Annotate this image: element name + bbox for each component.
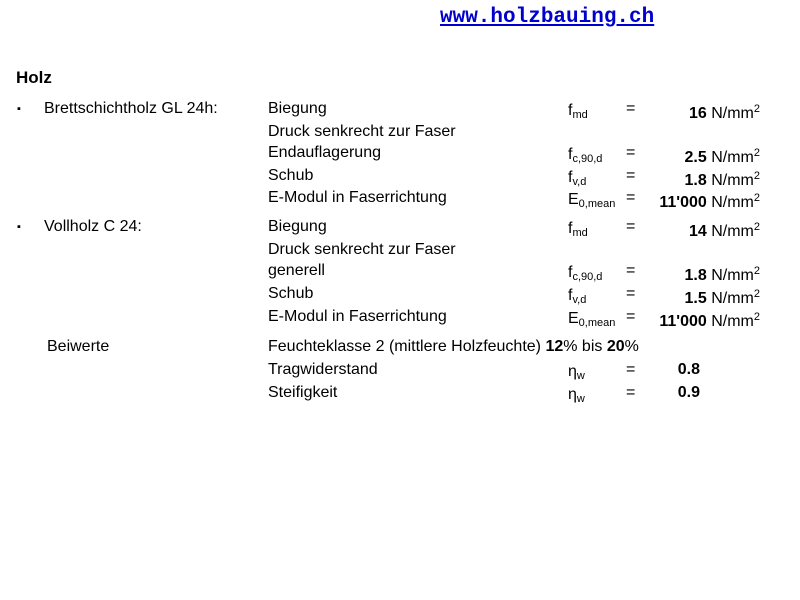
- value-exponent: 2: [753, 103, 760, 115]
- equals-sign: =: [626, 189, 636, 206]
- value-exponent: 2: [753, 147, 760, 159]
- bullet-icon: ▪: [17, 221, 21, 233]
- value-number: 1.5: [684, 290, 707, 307]
- symbol-base: f: [568, 287, 573, 304]
- value-number: 0.9: [677, 384, 700, 401]
- value-unit: N/mm: [711, 267, 754, 284]
- symbol-base: E: [568, 310, 579, 327]
- value-unit: N/mm: [711, 313, 754, 330]
- property-label: E-Modul in Faserrichtung: [268, 308, 447, 325]
- symbol: [568, 309, 615, 333]
- value-number: 11'000: [659, 313, 707, 330]
- value-exponent: 2: [753, 170, 760, 182]
- percent-sign: %: [624, 338, 639, 355]
- property-label: generell: [268, 262, 325, 279]
- value-unit: N/mm: [711, 149, 754, 166]
- property-label: Schub: [268, 167, 314, 184]
- symbol-subscript: v,d: [572, 176, 587, 188]
- value: [580, 360, 700, 380]
- symbol-subscript: md: [572, 109, 588, 121]
- symbol-subscript: md: [572, 227, 588, 239]
- symbol-subscript: w: [576, 370, 585, 382]
- feuchteklasse-text: Feuchteklasse 2 (mittlere Holzfeuchte): [268, 338, 541, 355]
- property-label: E-Modul in Faserrichtung: [268, 189, 447, 206]
- percent-sign: %: [563, 338, 578, 355]
- value: [640, 99, 760, 124]
- equals-sign: =: [626, 308, 636, 325]
- equals-sign: =: [626, 262, 636, 279]
- value-unit: N/mm: [711, 223, 754, 240]
- equals-sign: =: [626, 285, 636, 302]
- equals-sign: =: [626, 144, 636, 161]
- symbol: [568, 101, 588, 125]
- value: [640, 284, 760, 309]
- value-number: 1.8: [684, 172, 707, 189]
- symbol-base: f: [568, 264, 573, 281]
- symbol: [568, 219, 588, 243]
- value: [640, 188, 760, 213]
- property-label: Schub: [268, 285, 314, 302]
- value-exponent: 2: [753, 192, 760, 204]
- value-number: 2.5: [684, 149, 707, 166]
- value: [640, 143, 760, 168]
- website-link[interactable]: www.holzbauing.ch: [440, 6, 655, 29]
- symbol-base: f: [568, 102, 573, 119]
- value-number: 14: [688, 223, 707, 240]
- property-label: Biegung: [268, 100, 327, 117]
- value-number: 11'000: [659, 194, 707, 211]
- value-exponent: 2: [753, 221, 760, 233]
- symbol-base: η: [568, 386, 577, 403]
- value-exponent: 2: [753, 311, 760, 323]
- property-label: Druck senkrecht zur Faser: [268, 241, 456, 258]
- value-unit: N/mm: [711, 105, 754, 122]
- value-number: 16: [688, 105, 707, 122]
- equals-sign: =: [626, 384, 636, 401]
- group-label-vollholz: Vollholz C 24:: [44, 218, 142, 235]
- symbol: [568, 263, 602, 287]
- value: [640, 261, 760, 286]
- value-exponent: 2: [753, 288, 760, 300]
- property-label: Endauflagerung: [268, 144, 381, 161]
- property-label: Tragwiderstand: [268, 361, 378, 378]
- symbol-base: f: [568, 169, 573, 186]
- symbol: [568, 286, 586, 310]
- value-unit: N/mm: [711, 290, 754, 307]
- property-label: Druck senkrecht zur Faser: [268, 123, 456, 140]
- equals-sign: =: [626, 218, 636, 235]
- moisture-to: 20: [606, 338, 625, 355]
- value-unit: N/mm: [711, 172, 754, 189]
- symbol-base: E: [568, 191, 579, 208]
- value: [640, 307, 760, 332]
- symbol-subscript: w: [576, 393, 585, 405]
- bullet-icon: ▪: [17, 103, 21, 115]
- value: [580, 383, 700, 403]
- equals-sign: =: [626, 167, 636, 184]
- symbol-base: η: [568, 363, 577, 380]
- symbol: [568, 168, 586, 192]
- feuchteklasse-line: [268, 337, 639, 357]
- value-number: 0.8: [677, 361, 700, 378]
- group-label-brettschichtholz: Brettschichtholz GL 24h:: [44, 100, 218, 117]
- symbol: [568, 190, 615, 214]
- property-label: Steifigkeit: [268, 384, 338, 401]
- symbol: [568, 145, 602, 169]
- moisture-from: 12: [545, 338, 564, 355]
- symbol-subscript: 0,mean: [578, 198, 616, 210]
- value-exponent: 2: [753, 265, 760, 277]
- symbol-subscript: c,90,d: [572, 271, 603, 283]
- property-label: Biegung: [268, 218, 327, 235]
- equals-sign: =: [626, 100, 636, 117]
- symbol-base: f: [568, 146, 573, 163]
- value: [640, 217, 760, 242]
- symbol-subscript: c,90,d: [572, 153, 603, 165]
- symbol-subscript: v,d: [572, 294, 587, 306]
- value-number: 1.8: [684, 267, 707, 284]
- bis-text: bis: [577, 338, 607, 355]
- symbol-base: f: [568, 220, 573, 237]
- beiwerte-label: Beiwerte: [47, 338, 110, 355]
- section-title: Holz: [16, 68, 52, 87]
- symbol-subscript: 0,mean: [578, 317, 616, 329]
- value-unit: N/mm: [711, 194, 754, 211]
- equals-sign: =: [626, 361, 636, 378]
